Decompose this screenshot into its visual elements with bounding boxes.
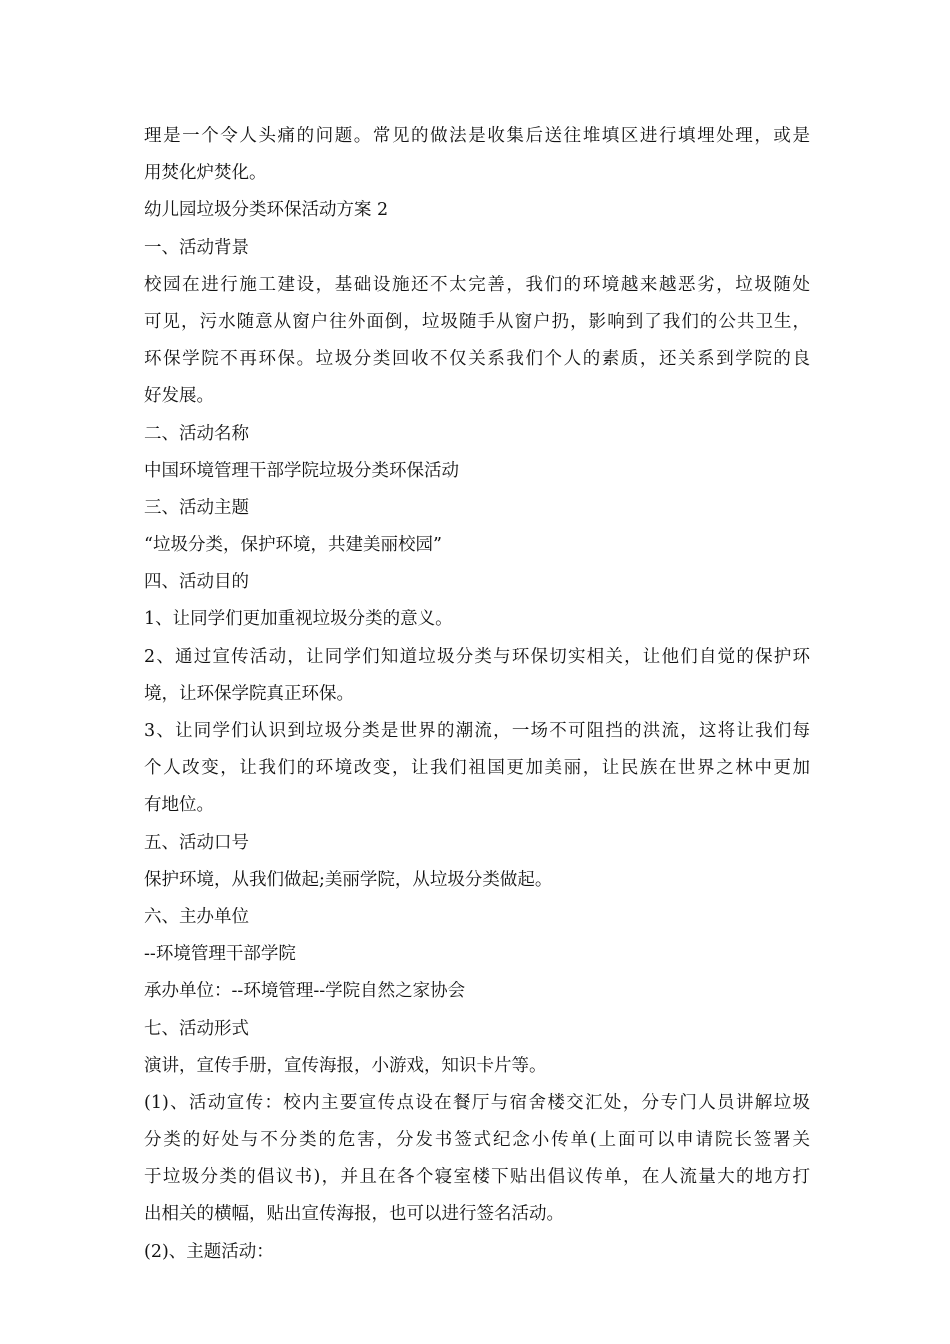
document-body — [144, 118, 810, 1271]
text-line: (1)、活动宣传：校内主要宣传点设在餐厅与宿舍楼交汇处，分专门人员讲解垃圾 — [144, 1092, 810, 1113]
text-line: 承办单位：--环境管理--学院自然之家协会 — [144, 981, 466, 1002]
text-line: 出相关的横幅，贴出宣传海报，也可以进行签名活动。 — [144, 1204, 564, 1225]
text-line: 演讲，宣传手册，宣传海报，小游戏，知识卡片等。 — [144, 1055, 547, 1076]
text-line: 境，让环保学院真正环保。 — [144, 683, 354, 704]
text-line: 1、让同学们更加重视垃圾分类的意义。 — [144, 609, 453, 630]
section-heading: 三、活动主题 — [144, 497, 249, 518]
text-line: 3、让同学们认识到垃圾分类是世界的潮流，一场不可阻挡的洪流，这将让我们每 — [144, 721, 810, 741]
section-heading: 一、活动背景 — [144, 237, 249, 258]
section-heading: 六、主办单位 — [144, 906, 249, 927]
text-line: (2)、主题活动： — [144, 1241, 274, 1262]
section-title: 幼儿园垃圾分类环保活动方案 2 — [144, 200, 389, 221]
section-heading: 二、活动名称 — [144, 423, 249, 444]
text-line: “垃圾分类，保护环境，共建美丽校园” — [144, 535, 442, 556]
text-line: 2、通过宣传活动，让同学们知道垃圾分类与环保切实相关，让他们自觉的保护环 — [144, 646, 810, 667]
text-line: --环境管理干部学院 — [144, 944, 296, 965]
section-heading: 四、活动目的 — [144, 572, 249, 593]
text-line: 保护环境，从我们做起;美丽学院，从垃圾分类做起。 — [144, 869, 553, 890]
text-line: 于垃圾分类的倡议书)，并且在各个寝室楼下贴出倡议传单，在人流量大的地方打 — [144, 1167, 810, 1188]
text-line: 校园在进行施工建设，基础设施还不太完善，我们的环境越来越恶劣，垃圾随处 — [144, 274, 810, 295]
text-line: 用焚化炉焚化。 — [144, 163, 267, 184]
text-line: 分类的好处与不分类的危害，分发书签式纪念小传单(上面可以申请院长签署关 — [144, 1130, 810, 1151]
section-heading: 七、活动形式 — [144, 1018, 249, 1039]
text-line: 环保学院不再环保。垃圾分类回收不仅关系我们个人的素质，还关系到学院的良 — [144, 349, 810, 370]
text-line: 理是一个令人头痛的问题。常见的做法是收集后送往堆填区进行填埋处理，或是 — [144, 126, 810, 146]
text-line: 有地位。 — [144, 795, 214, 816]
text-line: 个人改变，让我们的环境改变，让我们祖国更加美丽，让民族在世界之林中更加 — [144, 758, 810, 779]
section-heading: 五、活动口号 — [144, 832, 249, 853]
text-line: 中国环境管理干部学院垃圾分类环保活动 — [144, 460, 459, 481]
text-line: 好发展。 — [144, 386, 214, 407]
text-line: 可见，污水随意从窗户往外面倒，垃圾随手从窗户扔，影响到了我们的公共卫生， — [144, 311, 810, 332]
